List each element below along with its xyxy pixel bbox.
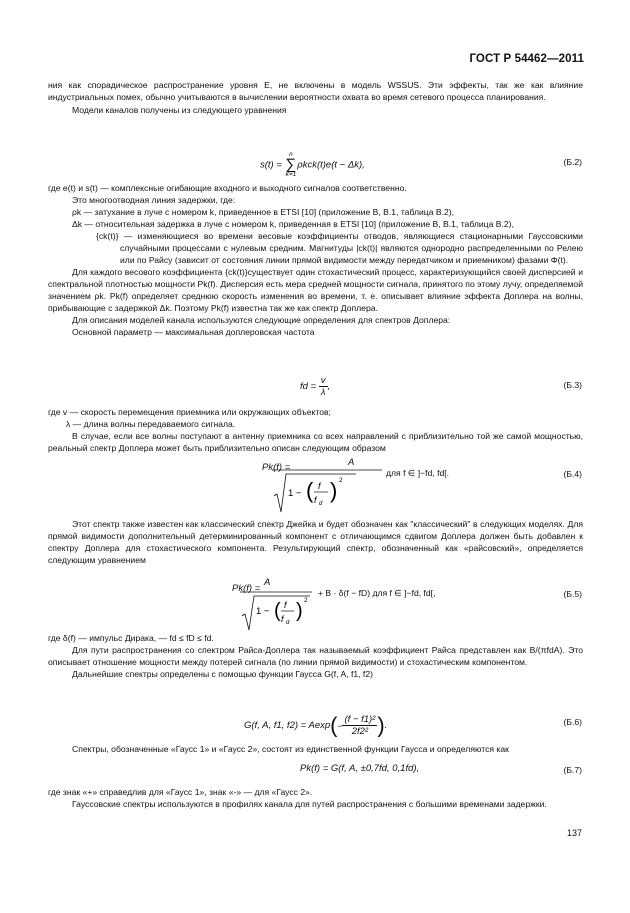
equation-b4-lhs: Pk(f) =	[262, 462, 291, 473]
paragraph-main-param: Основной параметр — максимальная доплеровская частота	[72, 327, 315, 337]
standard-title: ГОСТ Р 54462—2011	[469, 53, 584, 65]
definition-lambda: λ — длина волны передаваемого сигнала.	[66, 419, 236, 429]
equation-b2-rhs: ρkck(t)e(t − Δk),	[297, 159, 365, 171]
svg-text:d: d	[319, 501, 323, 507]
sum-symbol: n ∑ k=1	[285, 151, 297, 178]
text-block-intro	[48, 79, 583, 116]
text-block-rice	[48, 632, 583, 680]
equation-b6: G(f, A, f1, f2) = Aexp(− $\frac{\text{(f − f1)²}}{\text{2f2²}}$ ).	[244, 712, 388, 738]
paragraph-doppler-defs: Для описания моделей канала используются следующие определения для спектров Доплера:	[72, 315, 451, 325]
paragraph-continuation: ния как спорадическое распространение уровня Е, не включены в модель WSSUS. Эти эффекты, так же как влияние индустриальных помех, обычно учитываются в вычислении вероятности охвата во время сетевого процесса планирования.	[48, 80, 583, 102]
fraction-gauss	[342, 714, 377, 737]
equation-b5-lhs: Pk(f) =	[232, 583, 261, 594]
svg-text:): )	[296, 600, 303, 622]
equation-number-b4: (Б.4)	[563, 469, 582, 479]
equation-b2-lhs: s(t) =	[260, 159, 285, 171]
paragraph-jakes-spectrum: Этот спектр также известен как классический спектр Джейка и будет обозначен как "классический" в следующих моделях. Для прямой видимости дополнительный детерминированный компонент с отличающимся сдвигом Доплера должен быть добавлен к спектру Доплера для стохастического компонента. Результирующий спектр, обозначенный как «райсовский», определяется следующим уравнением	[48, 519, 583, 565]
svg-text:d: d	[286, 620, 290, 626]
paragraph-gauss-usage: Гауссовские спектры используются в профилях канала для путей распространения с большими временами задержки.	[72, 799, 547, 809]
fraction-gauss-num: (f − f1)²	[344, 714, 376, 725]
svg-text:(: (	[274, 600, 281, 622]
equation-b3-lhs: fd =	[300, 381, 319, 393]
paragraph-envelopes: где e(t) и s(t) — комплексные огибающие входного и выходного сигналов соответственно.	[48, 183, 407, 193]
paragraph-rice-factor: Для пути распространения со спектром Райса-Доплера так называемый коэффициент Райса представлен как B/(πfdA). Это описывает отношение мощности между потерей сигнала (по линии прямой видимости) и стохастическим компонентом.	[48, 645, 583, 667]
svg-text:2: 2	[339, 477, 343, 484]
svg-text:f: f	[314, 495, 317, 505]
equation-number-b3: (Б.3)	[563, 380, 582, 390]
paragraph-models-intro: Модели каналов получены из следующего уравнения	[72, 105, 287, 115]
svg-text:f: f	[318, 481, 321, 491]
equation-b6-tail: .	[384, 720, 388, 732]
paragraph-gauss-intro: Дальнейшие спектры определены с помощью функции Гаусса G(f, A, f1, f2)	[72, 669, 373, 679]
sum-lower: k=1	[285, 171, 297, 178]
svg-text:1 −: 1 −	[256, 606, 270, 617]
fraction-den: λ	[320, 387, 326, 398]
paragraph-dirac: где δ(f) — импульс Дирака, — fd ≤ fD ≤ fd.	[48, 633, 214, 643]
page-number: 137	[566, 828, 582, 838]
svg-text:2: 2	[304, 597, 308, 604]
equation-number-b2: (Б.2)	[563, 157, 582, 167]
equation-number-b7: (Б.7)	[563, 765, 582, 775]
svg-text:): )	[330, 478, 338, 503]
equation-number-b6: (Б.6)	[563, 717, 582, 727]
paragraph-real-spectrum: В случае, если все волны поступают в антенну приемника со всех направлений с приблизительно той же самой мощностью, реальный спектр Доплера может быть приблизительно описан следующим образом	[48, 431, 583, 453]
fraction-num: v	[320, 375, 326, 386]
svg-text:(: (	[306, 478, 314, 503]
definition-v: где v — скорость перемещения приемника или окружающих объектов;	[48, 407, 331, 417]
svg-text:f: f	[284, 600, 287, 610]
sum-upper: n	[289, 151, 293, 158]
equation-b2	[260, 152, 365, 178]
text-block-gauss	[48, 743, 583, 755]
fraction-gauss-den: 2f2²	[351, 726, 369, 737]
paragraph-gauss-spectra: Спектры, обозначенные «Гаусс 1» и «Гаусс 2», состоят из единственной функции Гаусса и определяются как	[72, 744, 509, 754]
equation-b6-lhs: G(f, A, f1, f2) = Aexp	[244, 720, 331, 732]
fraction-v-lambda	[319, 375, 328, 398]
definition-delta: Δk — относительная задержка в луче с номером k, приведенная в ETSI [10] (приложение B, B.1, таблица B.2),	[72, 219, 514, 229]
definition-ck: {ck(t)} — изменяющиеся во времени весовые коэффициенты отводов, являющиеся стационарными Гауссовскими случайными процессами с нулевым средним. Магнитуды |ck(t)| являются однородно распределенными по Релею или по Райсу (зависит от состояния линии прямой видимости между передатчиком и приемником) фазами Φ(t).	[96, 231, 583, 265]
equation-b5-numerator: A	[264, 577, 271, 588]
svg-text:f: f	[281, 614, 284, 624]
definition-rho: ρk — затухание в луче с номером k, приведенное в ETSI [10] (приложение B, B.1, таблица B.2),	[72, 207, 455, 217]
equation-b7: Pk(f) = G(f, A, ±0,7fd, 0,1fd),	[300, 763, 420, 774]
svg-text:1 −: 1 −	[288, 488, 302, 499]
equation-b4-numerator: A	[348, 457, 355, 468]
text-block-final	[48, 786, 583, 810]
text-block-definitions	[48, 182, 583, 338]
paragraph-sign-note: где знак «+» справедлив для «Гаусс 1», знак «-» — для «Гаусс 2».	[48, 787, 313, 797]
text-block-jakes	[48, 518, 583, 566]
text-block-where-v	[48, 406, 583, 454]
equation-b3-tail: ,	[327, 381, 331, 393]
equation-number-b5: (Б.5)	[563, 589, 582, 599]
paragraph-stochastic: Для каждого весового коэффициента {ck(t)}существует один стохастический процесс, характеризующийся своей дисперсией и спектральной плотностью мощности Pk(f). Дисперсия есть мера средней мощности сигнала, принятого по этому лучу, определяемой значением ρk. Pk(f) определяет среднюю скорость изменения во времени, т. е. описывает влияние эффекта Доплера на волны, прибывающие с задержкой Δk. Поэтому Pk(f) известна так же как спектр Доплера.	[48, 267, 583, 313]
paragraph-delay-line: Это многоотводная линия задержки, где:	[72, 195, 236, 205]
equation-b4-condition: для f ∈ ]−fd, fd[.	[386, 468, 450, 478]
equation-b3	[300, 375, 330, 398]
equation-b5-condition: + B · δ(f − fD) для f ∈ ]−fd, fd[,	[318, 588, 436, 598]
